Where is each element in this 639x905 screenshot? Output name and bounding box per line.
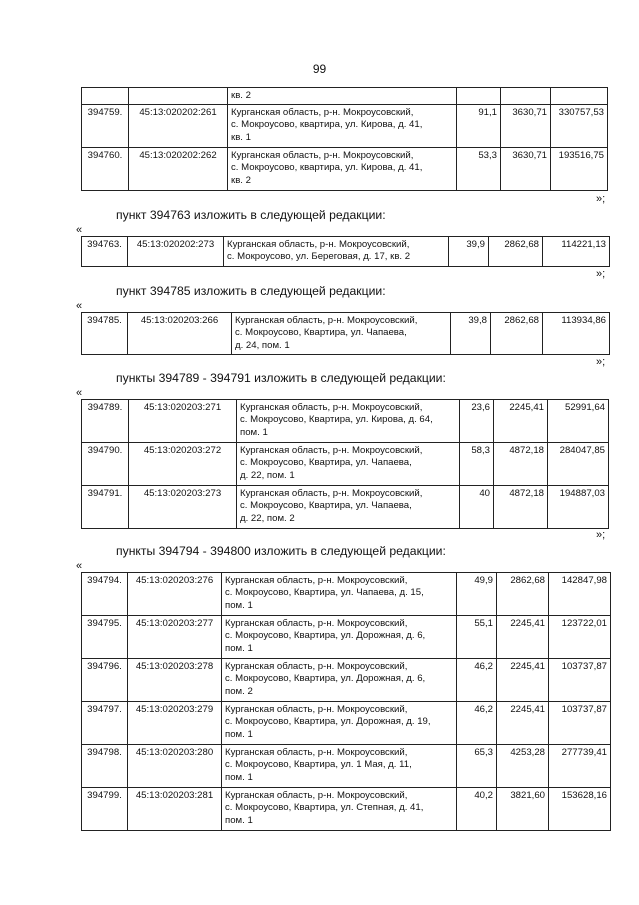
table-row [82,88,608,105]
cell-value: 153628,16 [549,788,611,831]
address-line: Курганская область, р-н. Мокроусовский, [240,488,423,499]
address-line: Курганская область, р-н. Мокроусовский, [225,618,408,629]
table-row [82,616,611,659]
table-row [82,486,609,529]
closing-quote: »; [596,193,606,205]
cell-number: 394759. [82,105,129,148]
table-row [82,745,611,788]
address-line: с. Мокроусово, ул. Береговая, д. 17, кв. 2 [227,251,411,263]
address-line: Курганская область, р-н. Мокроусовский, [235,315,418,326]
opening-quote: « [76,560,83,572]
cell-area: 53,3 [457,148,501,191]
cell-address [222,745,457,788]
address-line: пом. 1 [225,728,253,740]
cell-area: 39,8 [451,313,491,355]
section-heading: пункты 394794 - 394800 изложить в следующей редакции: [116,544,446,558]
address-line: с. Мокроусово, Квартира, ул. Чапаева, [240,457,412,469]
cell-value [551,88,608,105]
address-line: кв. 2 [231,174,251,186]
cell-price: 3630,71 [501,105,551,148]
cell-number: 394795. [82,616,128,659]
cell-value: 193516,75 [551,148,608,191]
cell-number: 394760. [82,148,129,191]
table-row [82,573,611,616]
cell-area [457,88,501,105]
registry-table [81,236,610,267]
cell-area: 46,2 [457,659,497,702]
cell-cadastral: 45:13:020202:262 [129,148,228,191]
cell-cadastral: 45:13:020203:276 [128,573,222,616]
cell-number: 394785. [82,313,128,355]
page-number: 99 [312,62,327,76]
cell-address [237,443,460,486]
cell-cadastral: 45:13:020203:281 [128,788,222,831]
cell-number: 394796. [82,659,128,702]
address-line: пом. 1 [225,599,253,611]
address-line: Курганская область, р-н. Мокроусовский, [225,747,408,758]
cell-address [224,237,449,267]
cell-value: 103737,87 [549,702,611,745]
address-line: Курганская область, р-н. Мокроусовский, [231,107,414,118]
closing-quote: »; [596,356,606,368]
address-line: Курганская область, р-н. Мокроусовский, [225,661,408,672]
opening-quote: « [76,387,83,399]
cell-area: 46,2 [457,702,497,745]
address-line: Курганская область, р-н. Мокроусовский, [225,790,408,801]
cell-area: 49,9 [457,573,497,616]
section-heading: пункты 394789 - 394791 изложить в следующей редакции: [116,371,446,385]
opening-quote: « [76,224,83,236]
cell-cadastral [129,88,228,105]
address-line: с. Мокроусово, Квартира, ул. Кирова, д. 64, [240,414,433,426]
address-line: пом. 1 [225,814,253,826]
address-line: пом. 1 [225,642,253,654]
cell-address [222,659,457,702]
section-heading: пункт 394785 изложить в следующей редакции: [116,284,386,298]
registry-table [81,572,611,831]
registry-table [81,399,609,529]
table-row [82,702,611,745]
table-row [82,443,609,486]
cell-value: 194887,03 [548,486,609,529]
address-line: д. 24, пом. 1 [235,339,290,351]
cell-number: 394794. [82,573,128,616]
cell-value: 142847,98 [549,573,611,616]
cell-cadastral: 45:13:020203:279 [128,702,222,745]
address-line: Курганская область, р-н. Мокроусовский, [240,402,423,413]
section-heading: пункт 394763 изложить в следующей редакции: [116,208,386,222]
cell-number: 394791. [82,486,129,529]
cell-number: 394797. [82,702,128,745]
cell-address [237,486,460,529]
cell-price: 2862,68 [489,237,543,267]
table-row [82,659,611,702]
cell-price: 2862,68 [491,313,543,355]
cell-number: 394799. [82,788,128,831]
cell-value: 114221,13 [543,237,610,267]
cell-address [222,702,457,745]
address-line: с. Мокроусово, Квартира, ул. 1 Мая, д. 11, [225,759,412,771]
address-line: Курганская область, р-н. Мокроусовский, [225,575,408,586]
cell-cadastral: 45:13:020203:277 [128,616,222,659]
address-line: с. Мокроусово, Квартира, ул. Дорожная, д. 6, [225,630,426,642]
table-row [82,105,608,148]
address-line: пом. 1 [225,771,253,783]
cell-area: 39,9 [449,237,489,267]
cell-address [228,88,457,105]
address-line: Курганская область, р-н. Мокроусовский, [225,704,408,715]
registry-table [81,87,608,191]
address-line: с. Мокроусово, Квартира, ул. Степная, д. 41, [225,802,424,814]
cell-number: 394798. [82,745,128,788]
address-line: Курганская область, р-н. Мокроусовский, [227,239,410,250]
cell-cadastral: 45:13:020202:261 [129,105,228,148]
cell-price: 2245,41 [497,616,549,659]
cell-number [82,88,129,105]
address-line: кв. 2 [231,90,251,101]
address-line: с. Мокроусово, Квартира, ул. Чапаева, д. 15, [225,587,424,599]
cell-cadastral: 45:13:020203:271 [129,400,237,443]
cell-value: 277739,41 [549,745,611,788]
cell-address [237,400,460,443]
cell-area: 40,2 [457,788,497,831]
cell-address [228,105,457,148]
address-line: пом. 1 [240,426,268,438]
cell-price: 3821,60 [497,788,549,831]
table-row [82,400,609,443]
address-line: Курганская область, р-н. Мокроусовский, [231,150,414,161]
cell-price: 4872,18 [494,443,548,486]
address-line: д. 22, пом. 1 [240,469,295,481]
address-line: с. Мокроусово, Квартира, ул. Чапаева, [235,327,407,339]
cell-cadastral: 45:13:020202:273 [128,237,224,267]
cell-value: 284047,85 [548,443,609,486]
closing-quote: »; [596,268,606,280]
address-line: с. Мокроусово, квартира, ул. Кирова, д. 41, [231,162,423,174]
address-line: д. 22, пом. 2 [240,512,295,524]
cell-area: 65,3 [457,745,497,788]
address-line: с. Мокроусово, квартира, ул. Кирова, д. 41, [231,119,423,131]
cell-cadastral: 45:13:020203:272 [129,443,237,486]
cell-number: 394763. [82,237,128,267]
registry-table [81,312,610,355]
cell-cadastral: 45:13:020203:266 [128,313,232,355]
table-row [82,237,610,267]
cell-price: 4253,28 [497,745,549,788]
table-row [82,148,608,191]
address-line: с. Мокроусово, Квартира, ул. Дорожная, д. 19, [225,716,431,728]
cell-value: 123722,01 [549,616,611,659]
cell-cadastral: 45:13:020203:278 [128,659,222,702]
cell-value: 103737,87 [549,659,611,702]
cell-address [228,148,457,191]
cell-address [232,313,451,355]
closing-quote: »; [596,529,606,541]
cell-value: 113934,86 [543,313,610,355]
cell-area: 58,3 [460,443,494,486]
cell-number: 394789. [82,400,129,443]
address-line: с. Мокроусово, Квартира, ул. Дорожная, д. 6, [225,673,426,685]
address-line: Курганская область, р-н. Мокроусовский, [240,445,423,456]
address-line: с. Мокроусово, Квартира, ул. Чапаева, [240,500,412,512]
cell-address [222,788,457,831]
cell-value: 52991,64 [548,400,609,443]
cell-cadastral: 45:13:020203:273 [129,486,237,529]
cell-price: 2245,41 [497,659,549,702]
opening-quote: « [76,300,83,312]
cell-price: 3630,71 [501,148,551,191]
cell-price: 4872,18 [494,486,548,529]
cell-value: 330757,53 [551,105,608,148]
cell-address [222,573,457,616]
cell-number: 394790. [82,443,129,486]
cell-price: 2245,41 [494,400,548,443]
cell-price: 2862,68 [497,573,549,616]
table-row [82,313,610,355]
address-line: пом. 2 [225,685,253,697]
cell-price: 2245,41 [497,702,549,745]
cell-area: 55,1 [457,616,497,659]
cell-area: 91,1 [457,105,501,148]
address-line: кв. 1 [231,131,251,143]
cell-area: 23,6 [460,400,494,443]
cell-address [222,616,457,659]
cell-area: 40 [460,486,494,529]
cell-price [501,88,551,105]
cell-cadastral: 45:13:020203:280 [128,745,222,788]
table-row [82,788,611,831]
